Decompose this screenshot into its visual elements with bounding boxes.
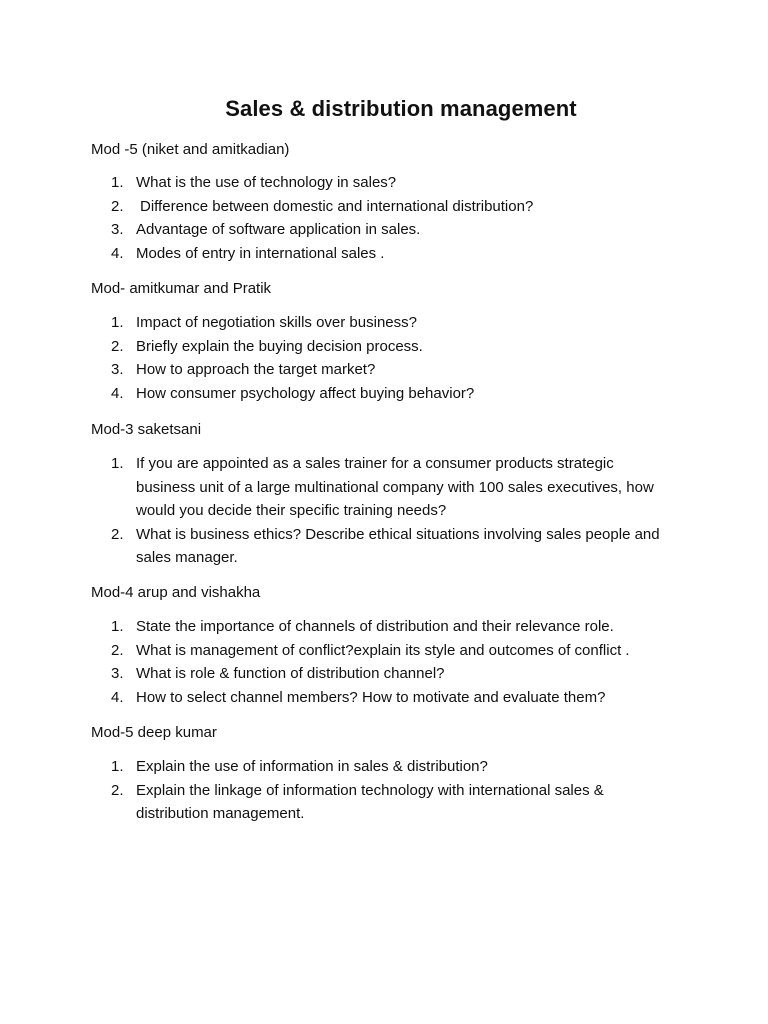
question-number: 4. [111,688,124,706]
section-heading-mod-5-niket: Mod -5 (niket and amitkadian) [91,141,290,158]
question-text: Explain the use of information in sales & distribution? [136,758,488,775]
question-item [0,452,696,523]
section-heading-mod-amitkumar: Mod- amitkumar and Pratik [91,280,272,297]
question-item [0,755,696,779]
question-item [0,662,696,686]
question-item [0,335,696,359]
question-number: 2. [111,641,124,659]
question-number: 4. [111,244,124,262]
question-number: 2. [111,337,124,355]
question-list-mod-amitkumar [0,311,696,405]
question-list-mod-4-arup [0,615,696,709]
question-list-mod-5-deep [0,755,696,826]
question-text: What is management of conflict?explain its style and outcomes of conflict . [136,641,630,659]
question-text: What is business ethics? Describe ethical situations involving sales people and sales manager. [136,525,660,567]
question-item [0,218,696,242]
question-text: Difference between domestic and international distribution? [140,197,534,215]
question-item [0,195,696,219]
question-item [0,639,696,663]
question-text: Advantage of software application in sales. [136,221,421,239]
question-item [0,686,696,710]
question-number: 3. [111,221,124,239]
question-number: 1. [111,174,124,191]
question-text: Explain the linkage of information technology with international sales & distribution management. [136,781,604,823]
question-list-mod-5-niket [0,171,696,265]
section-heading-mod-4-arup: Mod-4 arup and vishakha [91,584,261,601]
question-number: 1. [111,314,124,331]
question-item [0,171,696,195]
question-number: 3. [111,361,124,379]
section-heading-mod-3-saketsani: Mod-3 saketsani [91,421,202,438]
document-title: Sales & distribution management [225,96,577,121]
question-number: 2. [111,525,124,543]
question-number: 2. [111,781,124,799]
question-item [0,779,696,826]
question-text: How to approach the target market? [136,361,376,379]
question-item [0,523,696,570]
section-heading-mod-5-deep: Mod-5 deep kumar [91,724,217,741]
question-item [0,358,696,382]
question-number: 1. [111,758,124,775]
question-item [0,382,696,406]
question-list-mod-3-saketsani [0,452,696,570]
question-text: State the importance of channels of distribution and their relevance role. [136,618,614,635]
question-number: 4. [111,384,124,402]
question-item [0,615,696,639]
question-text: How consumer psychology affect buying behavior? [136,384,475,402]
question-text: Modes of entry in international sales . [136,244,385,262]
question-text: Briefly explain the buying decision process. [136,337,423,355]
question-text: What is role & function of distribution channel? [136,665,445,683]
question-number: 3. [111,665,124,683]
question-text: How to select channel members? How to motivate and evaluate them? [136,688,606,706]
question-text: What is the use of technology in sales? [136,174,397,191]
question-item [0,242,696,266]
question-text: If you are appointed as a sales trainer for a consumer products strategic business unit of a large multinational company with 100 sales executives, how would you decide their specific training needs? [136,455,654,520]
question-number: 1. [111,618,124,635]
question-number: 2. [111,197,124,215]
question-number: 1. [111,455,124,472]
question-item [0,311,696,335]
question-text: Impact of negotiation skills over business? [136,314,417,331]
